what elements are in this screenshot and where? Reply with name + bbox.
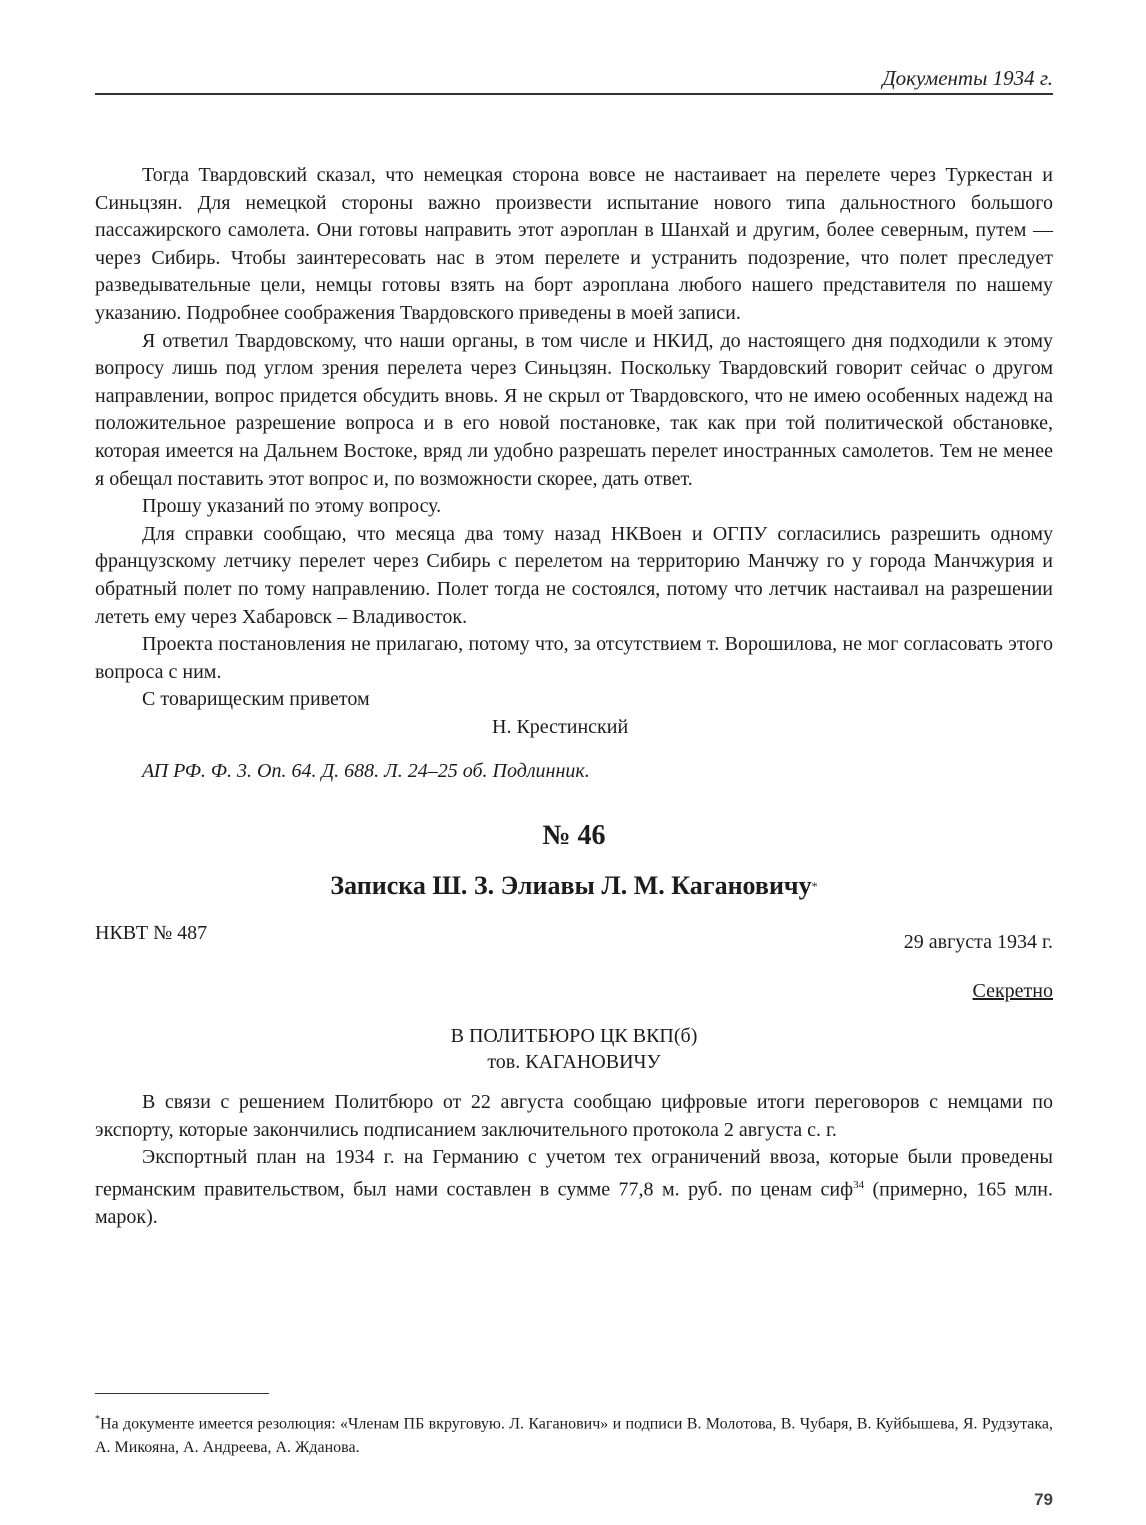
paragraph: [95, 1144, 1053, 1231]
archive-reference: АП РФ. Ф. 3. Оп. 64. Д. 688. Л. 24–25 об. Подлинник.: [142, 760, 590, 783]
footnote: [95, 1408, 1053, 1459]
document-date: 29 августа 1934 г.: [903, 931, 1053, 954]
footnote-rule: [95, 1393, 269, 1394]
registration-number: НКВТ № 487: [95, 922, 208, 945]
paragraph: В связи с решением Политбюро от 22 августа сообщаю цифровые итоги переговоров с немцами по экспорту, которые закончились подписанием заключительного протокола 2 августа с. г.: [95, 1091, 1053, 1141]
paragraph-text: Экспортный план на 1934 г. на Германию с учетом тех ограничений ввоза, которые были проведены германским правительством, был нами составлен в сумме 77,8 м. руб. по ценам сиф: [95, 1146, 1053, 1201]
paragraph-text-tail: (примерно, 165 млн. марок).: [95, 1178, 1053, 1229]
addressee-line-1: В ПОЛИТБЮРО ЦК ВКП(б): [450, 1025, 698, 1048]
addressee: [95, 1023, 1053, 1075]
footnote-marker: *: [811, 879, 818, 894]
closing-greeting: С товарищеским приветом: [142, 688, 370, 711]
classification-label: Секретно: [972, 980, 1053, 1003]
header-rule: [95, 93, 1053, 95]
classification-stamp: [95, 978, 1053, 1005]
paragraph: Прошу указаний по этому вопросу.: [142, 495, 442, 518]
document-number: № 46: [542, 820, 606, 852]
document-title-text: Записка Ш. З. Элиавы Л. М. Кагановичу: [330, 871, 812, 901]
paragraph: Проекта постановления не прилагаю, потому что, за отсутствием т. Ворошилова, не мог согласовать этого вопроса с ним.: [95, 633, 1053, 683]
page-body: [95, 162, 1053, 1232]
page-number: 79: [1034, 1490, 1053, 1509]
document-title: [95, 868, 1053, 904]
signature: Н. Крестинский: [492, 715, 629, 738]
paragraph: Я ответил Твардовскому, что наши органы, в том числе и НКИД, до настоящего дня подходили к этому вопросу лишь под углом зрения перелета через Синьцзян. Поскольку Твардовский говорит сейчас о другом направлении, вопрос придется обсудить вновь. Я не скрыл от Твардовского, что не имею особенных надежд на положительное разрешение вопроса и в его новой постановке, так как при той политической обстановке, которая имеется на Дальнем Востоке, вряд ли удобно разрешать перелет иностранных самолетов. Тем не менее я обещал поставить этот вопрос и, по возможности скорее, дать ответ.: [95, 329, 1053, 490]
running-head: Документы 1934 г.: [882, 66, 1053, 90]
endnote-marker: 34: [853, 1178, 865, 1191]
footnote-text: На документе имеется резолюция: «Членам ПБ вкруговую. Л. Каганович» и подписи В. Молотова, В. Чубаря, В. Куйбышева, Я. Рудзутака, А. Микояна, А. Андреева, А. Жданова.: [95, 1415, 1053, 1456]
document-meta: [95, 920, 1053, 956]
footnote-mark: *: [95, 1414, 100, 1425]
addressee-line-2: тов. КАГАНОВИЧУ: [487, 1051, 661, 1074]
paragraph: Для справки сообщаю, что месяца два тому назад НКВоен и ОГПУ согласились разрешить одному французскому летчику перелет через Сибирь с перелетом на территорию Манчжу го у города Манчжурия и обратный полет по тому направлению. Полет тогда не состоялся, потому что летчик настаивал на разрешении лететь ему через Хабаровск – Владивосток.: [95, 522, 1053, 628]
letter-body: [95, 1089, 1053, 1232]
paragraph: Тогда Твардовский сказал, что немецкая сторона вовсе не настаивает на перелете через Туркестан и Синьцзян. Для немецкой стороны важно произвести испытание нового типа дальностного большого пассажирского самолета. Они готовы направить этот аэроплан в Шанхай и другим, более северным, путем — через Сибирь. Чтобы заинтересовать нас в этом перелете и устранить подозрение, что полет преследует разведывательные цели, немцы готовы взять на борт аэроплана любого нашего представителя по нашему указанию. Подробнее соображения Твардовского приведены в моей записи.: [95, 164, 1053, 324]
